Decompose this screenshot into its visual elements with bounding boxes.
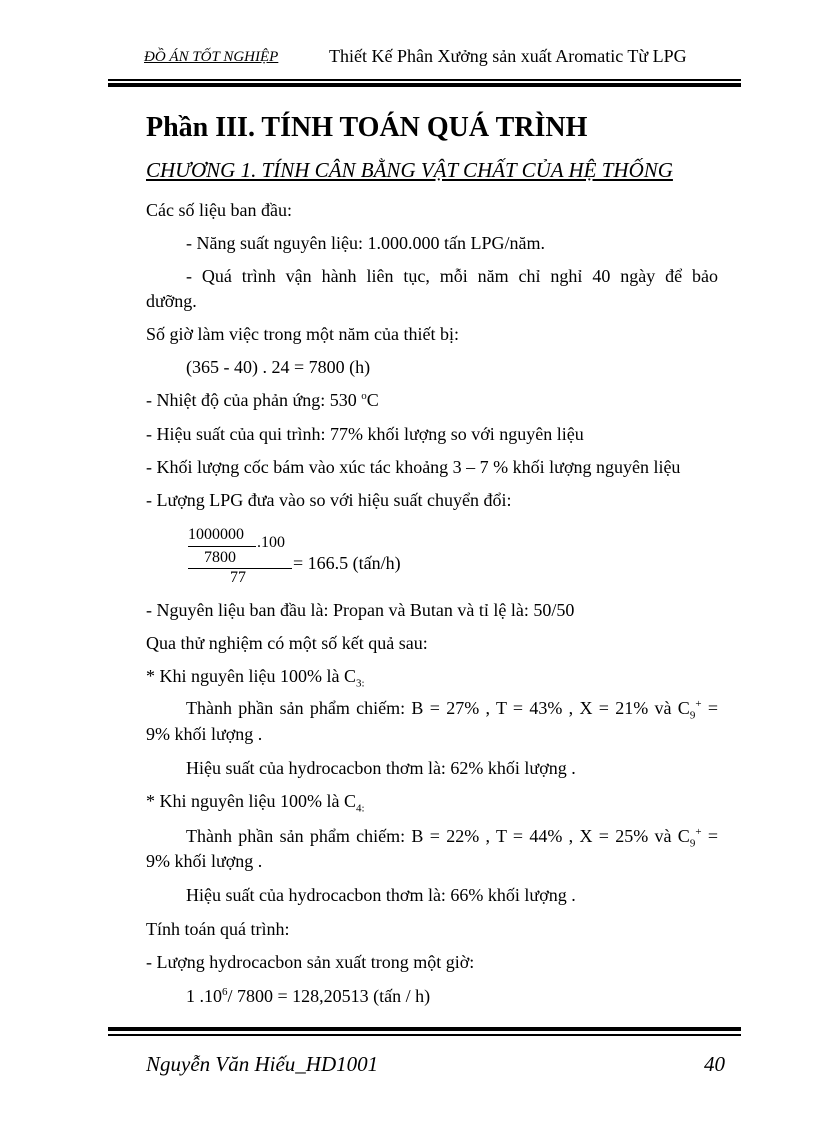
body-line: Số giờ làm việc trong một năm của thiết bị: bbox=[146, 324, 459, 344]
formula-multiplier: .100 bbox=[257, 534, 285, 551]
header-thesis-label: ĐỒ ÁN TỐT NGHIỆP bbox=[144, 49, 279, 65]
body-line: (365 - 40) . 24 = 7800 (h) bbox=[186, 357, 371, 377]
header-rule-thin bbox=[108, 79, 741, 81]
body-line: Thành phần sản phẩm chiếm: B = 22% , T = 44% , X = 25% và $C_9^+$ = bbox=[186, 826, 718, 850]
body-line: Hiệu suất của hydrocacbon thơm là: 66% khối lượng . bbox=[186, 885, 576, 905]
footer-rule-thin bbox=[108, 1034, 741, 1036]
body-line: Hiệu suất của hydrocacbon thơm là: 62% khối lượng . bbox=[186, 758, 576, 778]
body-line: Các số liệu ban đầu: bbox=[146, 200, 292, 220]
body-line: Thành phần sản phẩm chiếm: B = 27% , T = 43% , X = 21% và $C_9^+$ = bbox=[186, 698, 718, 722]
footer-author: Nguyễn Văn Hiếu_HD1001 bbox=[146, 1052, 379, 1076]
body-line: dưỡng. bbox=[146, 291, 197, 311]
body-line: - Năng suất nguyên liệu: 1.000.000 tấn LPG/năm. bbox=[186, 233, 545, 253]
header-rule-thick bbox=[108, 83, 741, 87]
formula-inner-denominator: 7800 bbox=[204, 549, 236, 566]
body-line: 9% khối lượng . bbox=[146, 851, 263, 871]
page-number: 40 bbox=[704, 1052, 725, 1076]
body-line: * Khi nguyên liệu 100% là $C_{4:}$ bbox=[146, 791, 365, 815]
footer-rule-thick bbox=[108, 1027, 741, 1031]
formula-result: = 166.5 (tấn/h) bbox=[293, 553, 401, 573]
part-title: Phần III. TÍNH TOÁN QUÁ TRÌNH bbox=[146, 112, 588, 143]
formula-inner-fraction-bar bbox=[188, 546, 256, 547]
body-line: 1 $.10^6/$ 7800 = 128,20513 (tấn / h) bbox=[186, 986, 431, 1006]
chapter-title: CHƯƠNG 1. TÍNH CÂN BẰNG VẬT CHẤT CỦA HỆ THỐNG bbox=[146, 158, 673, 182]
body-line: 9% khối lượng . bbox=[146, 724, 263, 744]
formula-numerator: 1000000 bbox=[188, 526, 244, 543]
body-line: - Nhiệt độ của phản ứng: 530 $^o$C bbox=[146, 390, 379, 410]
body-line: - Nguyên liệu ban đầu là: Propan và Butan và tỉ lệ là: 50/50 bbox=[146, 600, 575, 620]
body-line: - Quá trình vận hành liên tục, mỗi năm chỉ nghỉ 40 ngày để bảo bbox=[186, 266, 718, 286]
body-line: - Khối lượng cốc bám vào xúc tác khoảng 3 – 7 % khối lượng nguyên liệu bbox=[146, 457, 681, 477]
body-line: * Khi nguyên liệu 100% là $C_{3:}$ bbox=[146, 666, 365, 690]
body-line: - Lượng hydrocacbon sản xuất trong một giờ: bbox=[146, 952, 475, 972]
formula-denominator: 77 bbox=[230, 569, 246, 586]
body-line: - Hiệu suất của qui trình: 77% khối lượng so với nguyên liệu bbox=[146, 424, 584, 444]
body-line: - Lượng LPG đưa vào so với hiệu suất chuyển đổi: bbox=[146, 490, 512, 510]
body-line: Qua thử nghiệm có một số kết quả sau: bbox=[146, 633, 428, 653]
body-line: Tính toán quá trình: bbox=[146, 919, 290, 939]
header-document-title: Thiết Kế Phân Xưởng sản xuất Aromatic Từ LPG bbox=[329, 46, 687, 66]
